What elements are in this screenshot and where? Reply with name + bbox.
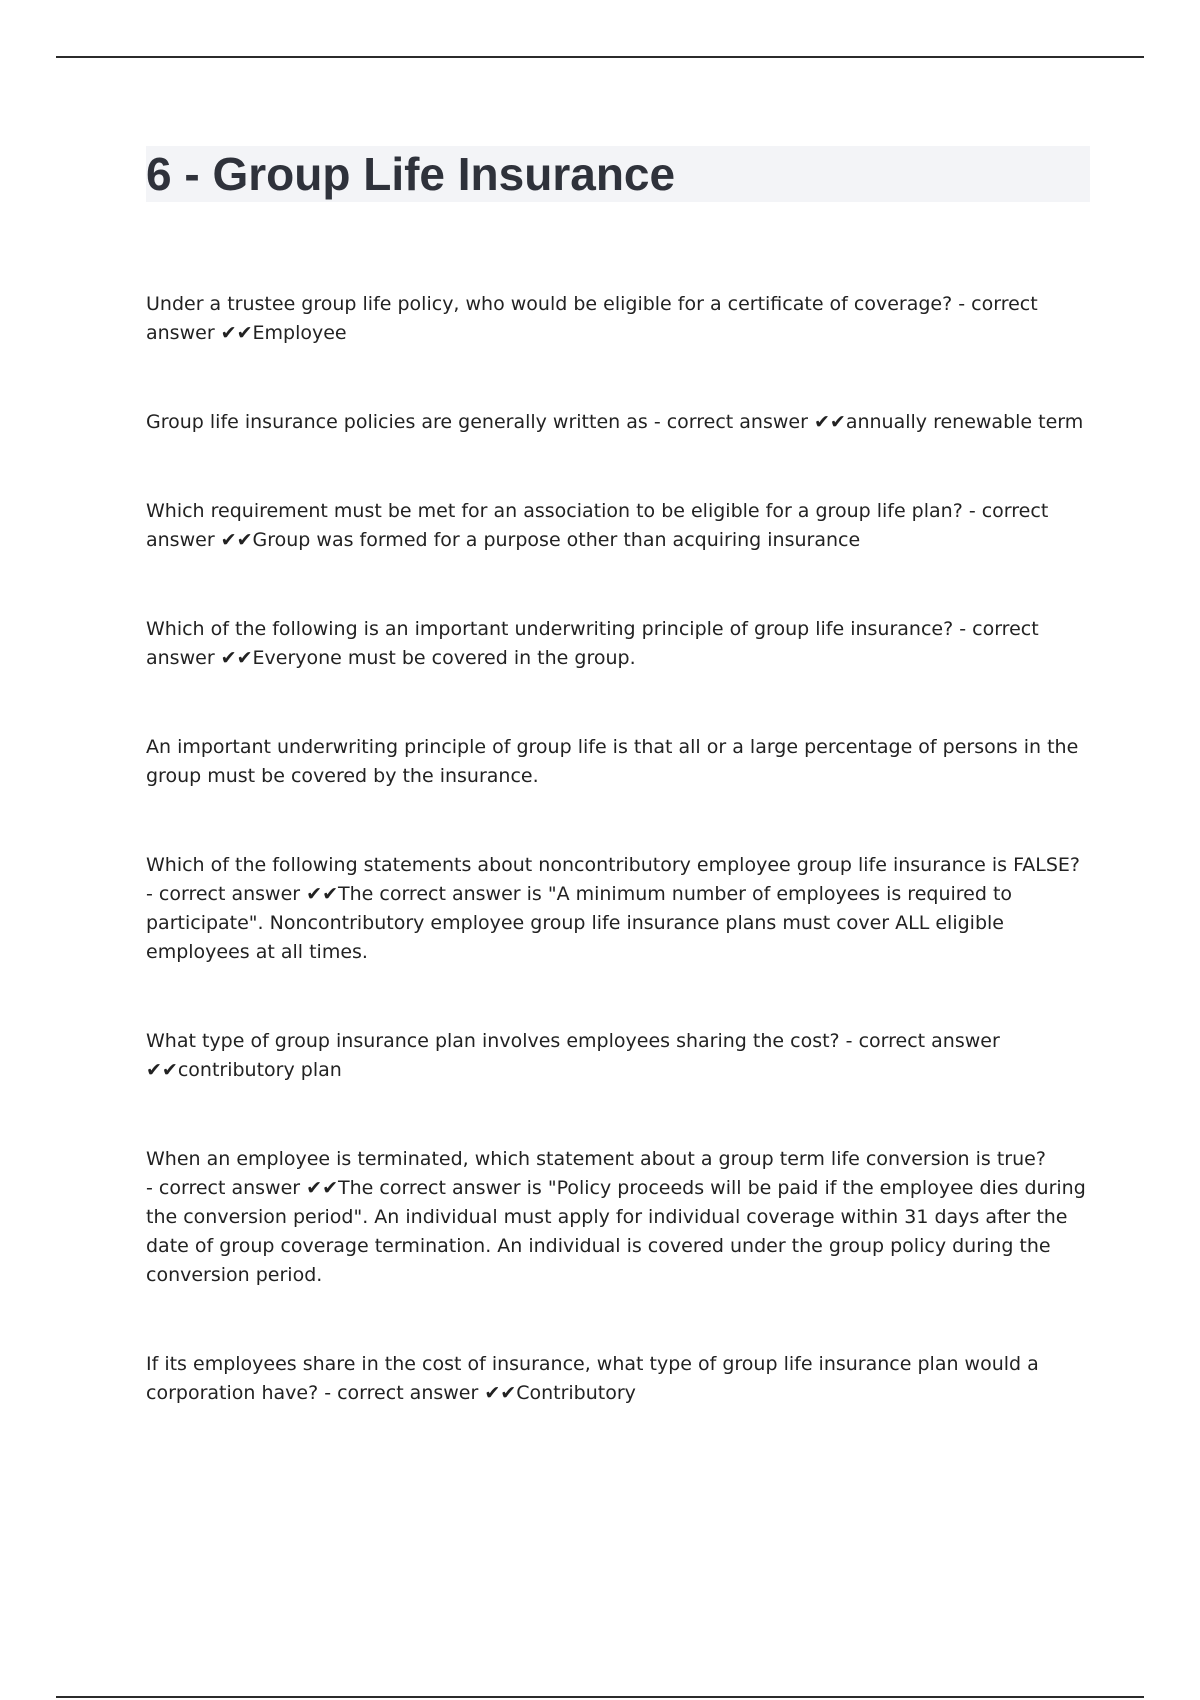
answer-marker: correct answer [158,883,301,905]
question-text: Which of the following is an important underwriting principle of group life insurance? [146,618,954,640]
answer-text: Employee [252,322,347,344]
separator: - [952,293,972,315]
statement-text: An important underwriting principle of group life is that all or a large percentage of persons in the group must be covered by the insurance. [146,736,1079,787]
answer-marker: correct answer [666,411,808,433]
qa-item [146,615,1086,673]
answer-marker: correct answer [858,1030,1000,1052]
separator: - [839,1030,859,1052]
answer-text: contributory plan [177,1059,342,1081]
bottom-rule [56,1696,1144,1698]
qa-item [146,1027,1086,1085]
separator: - [953,618,973,640]
separator: - [647,411,667,433]
check-marks-icon: ✔✔ [813,411,846,433]
page-title: 6 - Group Life Insurance [146,148,676,200]
check-marks-icon: ✔✔ [220,647,253,669]
top-rule [56,56,1144,58]
separator: - [146,1177,159,1199]
qa-item [146,290,1086,348]
qa-item [146,1350,1086,1408]
answer-text: Contributory [516,1382,636,1404]
answer-marker: correct answer [337,1382,479,1404]
qa-item [146,1145,1086,1290]
answer-marker: correct answer [146,618,1039,669]
statement-item [146,733,1086,791]
separator: - [962,500,982,522]
question-text: Which requirement must be met for an association to be eligible for a group life plan? [146,500,963,522]
qa-item [146,408,1086,437]
check-marks-icon: ✔✔ [220,322,253,344]
answer-text: The correct answer is "Policy proceeds will be paid if the employee dies during the conversion period". An individual must apply for individual coverage within 31 days after the date of group coverage termination. An individual is covered under the group policy during the conversion period. [146,1177,1086,1286]
question-text: Group life insurance policies are generally written as [146,411,648,433]
check-marks-icon: ✔✔ [220,529,253,551]
answer-text: Group was formed for a purpose other than acquiring insurance [252,529,861,551]
answer-text: The correct answer is "A minimum number of employees is required to participate". Noncontributory employee group life insurance plans must cover ALL eligible employees at all times. [146,883,1013,963]
qa-list [146,290,1086,1468]
qa-item [146,851,1086,967]
answer-marker: correct answer [146,293,1038,344]
question-text: When an employee is terminated, which statement about a group term life conversion is true? [146,1148,1046,1170]
check-marks-icon: ✔✔ [484,1382,517,1404]
separator: - [318,1382,338,1404]
answer-marker: correct answer [146,500,1049,551]
answer-text: Everyone must be covered in the group. [252,647,636,669]
check-marks-icon: ✔✔ [306,883,338,905]
question-text: If its employees share in the cost of insurance, what type of group life insurance plan would a corporation have? [146,1353,1039,1404]
qa-item [146,497,1086,555]
check-marks-icon: ✔✔ [146,1059,178,1081]
answer-text: annually renewable term [845,411,1084,433]
question-text: Which of the following statements about noncontributory employee group life insurance is FALSE? [146,854,1081,876]
question-text: Under a trustee group life policy, who would be eligible for a certificate of coverage? [146,293,953,315]
answer-marker: correct answer [158,1177,301,1199]
separator: - [146,883,159,905]
question-text: What type of group insurance plan involves employees sharing the cost? [146,1030,840,1052]
check-marks-icon: ✔✔ [306,1177,338,1199]
